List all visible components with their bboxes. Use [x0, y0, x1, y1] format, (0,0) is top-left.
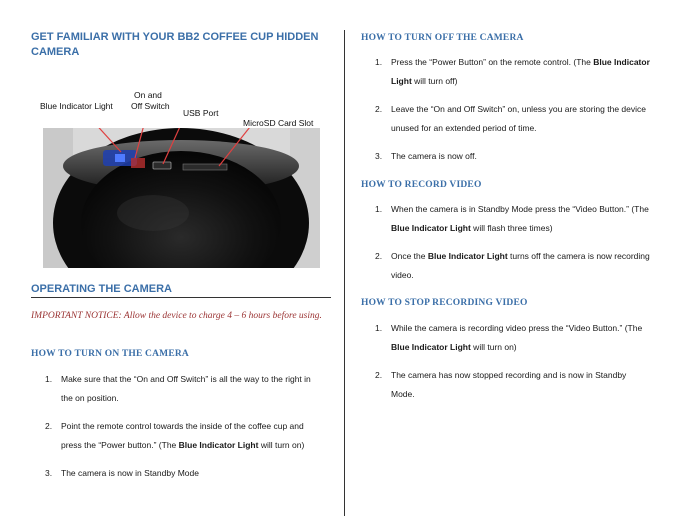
turn-on-steps [31, 370, 321, 483]
callout-blue-indicator-light: Blue Indicator Light [40, 101, 113, 111]
list-item: 2. The camera has now stopped recording and is now in Standby Mode. [375, 370, 627, 399]
turn-off-heading: HOW TO TURN OFF THE CAMERA [361, 33, 524, 43]
operating-heading: OPERATING THE CAMERA [31, 283, 172, 295]
list-item: 1. When the camera is in Standby Mode press the “Video Button.” (The Blue Indicator Light will flash three times) [375, 204, 649, 233]
callout-on-off-line2: Off Switch [131, 101, 170, 111]
list-item: 1. Make sure that the “On and Off Switch” is all the way to the right in the on position. [45, 374, 311, 403]
column-divider [344, 30, 345, 516]
operating-heading-rule [31, 283, 331, 298]
important-notice: IMPORTANT NOTICE: Allow the device to charge 4 – 6 hours before using. [31, 311, 322, 321]
turn-on-heading: HOW TO TURN ON THE CAMERA [31, 349, 189, 359]
callout-usb-port: USB Port [183, 108, 219, 118]
list-item: 1. Press the “Power Button” on the remote control. (The Blue Indicator Light will turn off) [375, 57, 650, 86]
camera-photo [43, 128, 320, 268]
callout-on-off-line1: On and [134, 90, 162, 100]
list-item: 1. While the camera is recording video press the “Video Button.” (The Blue Indicator Light will turn on) [375, 323, 643, 352]
camera-diagram [31, 86, 331, 268]
list-item: 3. The camera is now in Standby Mode [45, 468, 199, 478]
list-item: 3. The camera is now off. [375, 151, 477, 161]
callout-microsd-slot: MicroSD Card Slot [243, 118, 314, 128]
record-steps [361, 200, 651, 285]
turn-off-steps [361, 53, 651, 166]
list-item: 2. Once the Blue Indicator Light turns off the camera is now recording video. [375, 251, 650, 280]
left-column [31, 30, 331, 60]
coffee-cup-lid-image [43, 128, 320, 268]
record-heading: HOW TO RECORD VIDEO [361, 180, 482, 190]
stop-steps [361, 319, 651, 404]
list-item: 2. Point the remote control towards the inside of the coffee cup and press the “Power button.” (The Blue Indicator Light will turn on) [45, 421, 305, 450]
stop-heading: HOW TO STOP RECORDING VIDEO [361, 298, 528, 308]
list-item: 2. Leave the “On and Off Switch” on, unless you are storing the device unused for an extended period of time. [375, 104, 646, 133]
page-title: GET FAMILIAR WITH YOUR BB2 COFFEE CUP HIDDEN CAMERA [31, 31, 319, 58]
